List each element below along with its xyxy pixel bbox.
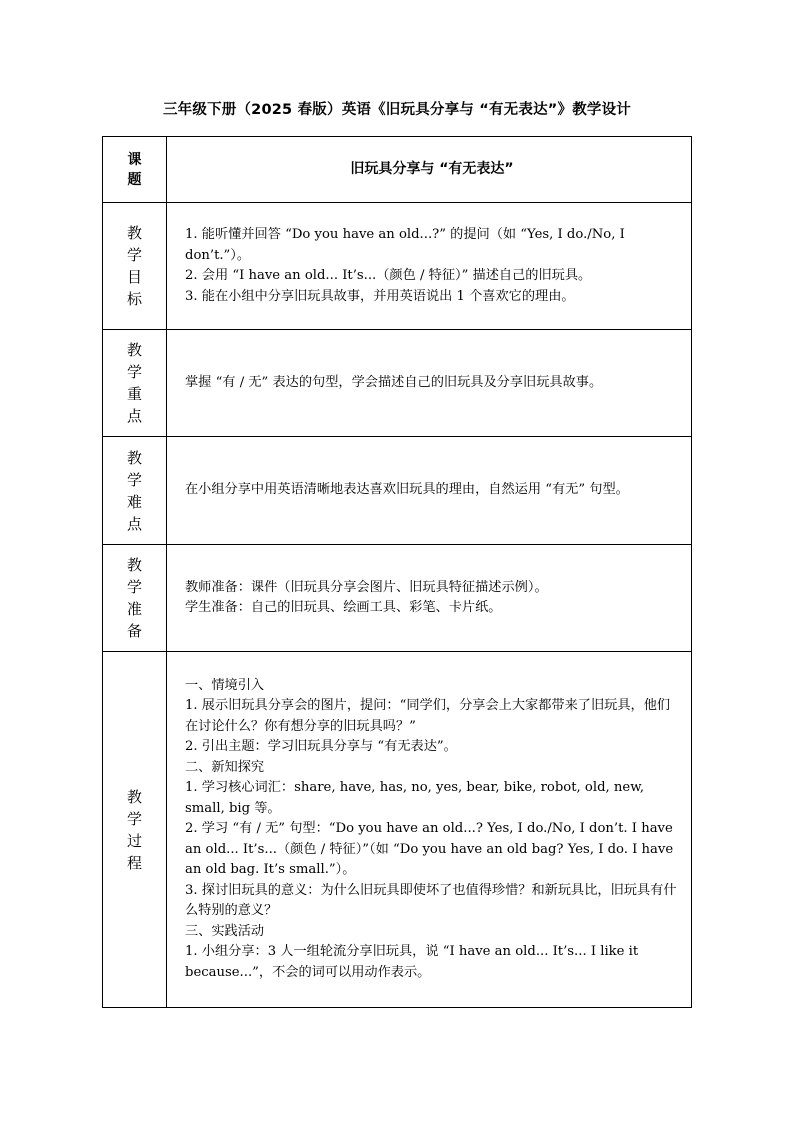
label-char: 目 xyxy=(126,268,142,286)
label-char: 标 xyxy=(126,290,142,308)
process-step: 2. 学习 “有 / 无” 句型：“Do you have an old...? Yes, I do./No, I don’t. I have an old... It’s...（颜色 / 特征）”（如 “Do you have an old bag? Yes, I do. I have an old bag. It’s small.”）。 xyxy=(185,821,674,878)
preparation-item: 教师准备：课件（旧玩具分享会图片、旧玩具特征描述示例）。 xyxy=(185,579,548,595)
process-heading: 三、实践活动 xyxy=(185,923,265,939)
process-step: 2. 引出主题：学习旧玩具分享与 “有无表达”。 xyxy=(185,739,457,755)
topic-text: 旧玩具分享与 “有无表达” xyxy=(167,137,692,203)
label-char: 点 xyxy=(126,514,142,533)
label-difficulties xyxy=(103,437,167,545)
label-key-points xyxy=(103,330,167,437)
objective-item: 2. 会用 “I have an old... It’s...（颜色 / 特征）” 描述自己的旧玩具。 xyxy=(185,268,592,283)
row-topic xyxy=(103,137,692,203)
key-point-text: 掌握 “有 / 无” 表达的句型，学会描述自己的旧玩具及分享旧玩具故事。 xyxy=(185,374,603,390)
label-char: 教 xyxy=(126,787,142,806)
label-char: 教 xyxy=(126,556,142,574)
preparation-item: 学生准备：自己的旧玩具、绘画工具、彩笔、卡片纸。 xyxy=(185,600,502,615)
row-key-points xyxy=(103,330,692,437)
label-char: 重 xyxy=(126,385,142,403)
label-char: 难 xyxy=(126,492,142,511)
label-char: 备 xyxy=(126,622,142,640)
row-difficulties xyxy=(103,437,692,545)
label-topic xyxy=(103,137,167,203)
label-char: 教 xyxy=(126,341,142,359)
process-step: 1. 学习核心词汇：share, have, has, no, yes, bear, bike, robot, old, new, small, big 等。 xyxy=(185,780,645,816)
label-preparation xyxy=(103,545,167,652)
label-char: 学 xyxy=(126,809,142,828)
label-char: 准 xyxy=(126,600,142,618)
label-char: 教 xyxy=(126,224,142,242)
label-char: 点 xyxy=(126,407,142,425)
label-char: 教 xyxy=(126,448,142,467)
label-char: 题 xyxy=(127,171,142,188)
row-process xyxy=(103,652,692,1008)
difficulty-text: 在小组分享中用英语清晰地表达喜欢旧玩具的理由，自然运用 “有无” 句型。 xyxy=(185,482,629,498)
objective-item: 1. 能听懂并回答 “Do you have an old...?” 的提问（如 “Yes, I do./No, I don’t.”）。 xyxy=(185,227,625,263)
document-title: 三年级下册（2025 春版）英语《旧玩具分享与 “有无表达”》教学设计 xyxy=(162,102,631,118)
process-content xyxy=(167,652,692,1008)
row-preparation xyxy=(103,545,692,652)
process-step: 1. 展示旧玩具分享会的图片，提问：“同学们，分享会上大家都带来了旧玩具，他们在讨论什么？你有想分享的旧玩具吗？” xyxy=(185,698,671,734)
label-char: 程 xyxy=(126,853,142,872)
label-char: 课 xyxy=(127,151,142,168)
preparation-content xyxy=(167,545,692,652)
label-objectives xyxy=(103,203,167,330)
key-points-content xyxy=(167,330,692,437)
label-char: 学 xyxy=(126,470,142,489)
process-heading: 一、情境引入 xyxy=(185,677,265,693)
objective-item: 3. 能在小组中分享旧玩具故事，并用英语说出 1 个喜欢它的理由。 xyxy=(185,288,575,304)
objectives-content xyxy=(167,203,692,330)
process-step: 1. 小组分享：3 人一组轮流分享旧玩具，说 “I have an old... It’s... I like it because...”，不会的词可以用动作表示。 xyxy=(185,944,639,980)
label-char: 学 xyxy=(126,246,142,264)
label-char: 学 xyxy=(126,363,142,381)
process-heading: 二、新知探究 xyxy=(185,759,265,775)
row-objectives xyxy=(103,203,692,330)
label-process xyxy=(103,652,167,1008)
lesson-plan-table xyxy=(102,136,692,1008)
process-step: 3. 探讨旧玩具的意义：为什么旧玩具即使坏了也值得珍惜？和新玩具比，旧玩具有什么特别的意义？ xyxy=(185,882,677,919)
label-char: 学 xyxy=(126,578,142,596)
difficulties-content xyxy=(167,437,692,545)
label-char: 过 xyxy=(126,831,142,850)
